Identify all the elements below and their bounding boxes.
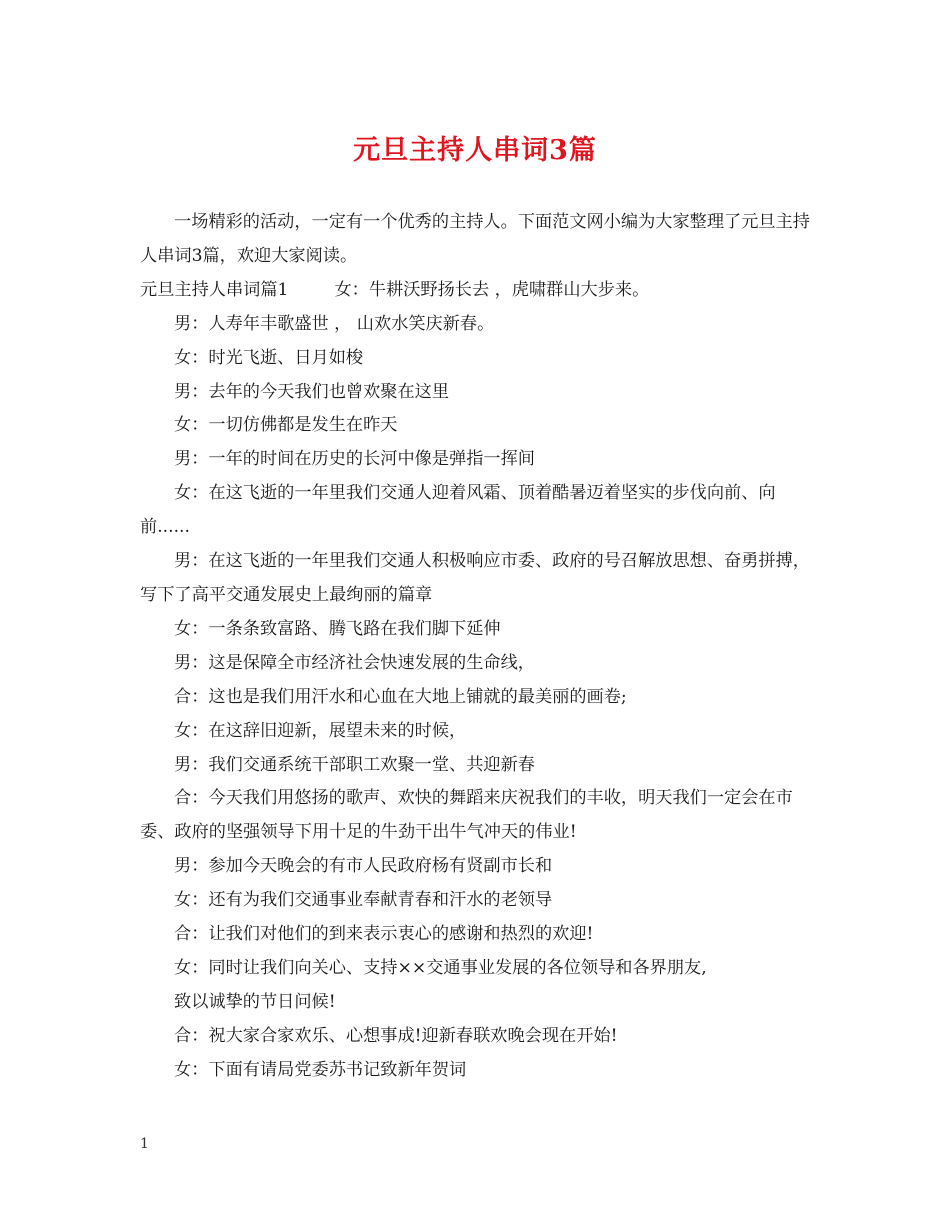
section-first-line: 女：牛耕沃野扬长去 ，虎啸群山大步来。 (334, 279, 650, 300)
dialogue-line: 女：一条条致富路、腾飞路在我们脚下延伸 (174, 618, 501, 639)
dialogue-line: 女：同时让我们向关心、支持××交通事业发展的各位领导和各界朋友, (174, 957, 707, 978)
dialogue-line: 女：时光飞逝、日月如梭 (174, 347, 364, 368)
dialogue-line: 男：参加今天晚会的有市人民政府杨有贤副市长和 (174, 856, 553, 877)
dialogue-line: 男：人寿年丰歌盛世 ， 山欢水笑庆新春。 (174, 313, 495, 334)
dialogue-line: 男：在这飞逝的一年里我们交通人积极响应市委、政府的号召解放思想、奋勇拼搏，写下了高平交通发展史上最绚丽的篇章 (140, 551, 810, 605)
dialogue-line: 男：这是保障全市经济社会快速发展的生命线， (174, 652, 535, 673)
section-heading: 元旦主持人串词篇1 (140, 279, 289, 300)
dialogue-line: 合：让我们对他们的到来表示衷心的感谢和热烈的欢迎! (174, 924, 594, 945)
dialogue-line: 合：今天我们用悠扬的歌声、欢快的舞蹈来庆祝我们的丰收，明天我们一定会在市委、政府的坚强领导下用十足的牛劲干出牛气冲天的伟业! (140, 788, 793, 843)
dialogue-line: 合：祝大家合家欢乐、心想事成!迎新春联欢晚会现在开始! (174, 1025, 618, 1046)
page-number: 1 (140, 1136, 149, 1152)
dialogue-line: 男：我们交通系统干部职工欢聚一堂、共迎新春 (174, 754, 535, 775)
document-body (140, 206, 812, 1088)
document-title: 元旦主持人串词3篇 (353, 135, 597, 166)
dialogue-line: 致以诚挚的节日问候! (174, 991, 336, 1012)
dialogue-line: 女：下面有请局党委苏书记致新年贺词 (174, 1059, 467, 1080)
dialogue-line: 女：还有为我们交通事业奉献青春和汗水的老领导 (174, 890, 553, 911)
dialogue-line: 合：这也是我们用汗水和心血在大地上铺就的最美丽的画卷; (174, 686, 627, 707)
dialogue-line: 女：一切仿佛都是发生在昨天 (174, 415, 398, 436)
section-heading-line (140, 274, 812, 308)
dialogue-line: 女：在这飞逝的一年里我们交通人迎着风霜、顶着酷暑迈着坚实的步伐向前、向前...... (140, 483, 776, 538)
intro-paragraph: 一场精彩的活动，一定有一个优秀的主持人。下面范文网小编为大家整理了元旦主持人串词3篇，欢迎大家阅读。 (140, 212, 810, 266)
dialogue-line: 女：在这辞旧迎新，展望未来的时候， (174, 720, 467, 741)
dialogue-line: 男：去年的今天我们也曾欢聚在这里 (174, 381, 450, 402)
dialogue-line: 男：一年的时间在历史的长河中像是弹指一挥间 (174, 449, 535, 470)
dialogue-lines (140, 308, 812, 1088)
